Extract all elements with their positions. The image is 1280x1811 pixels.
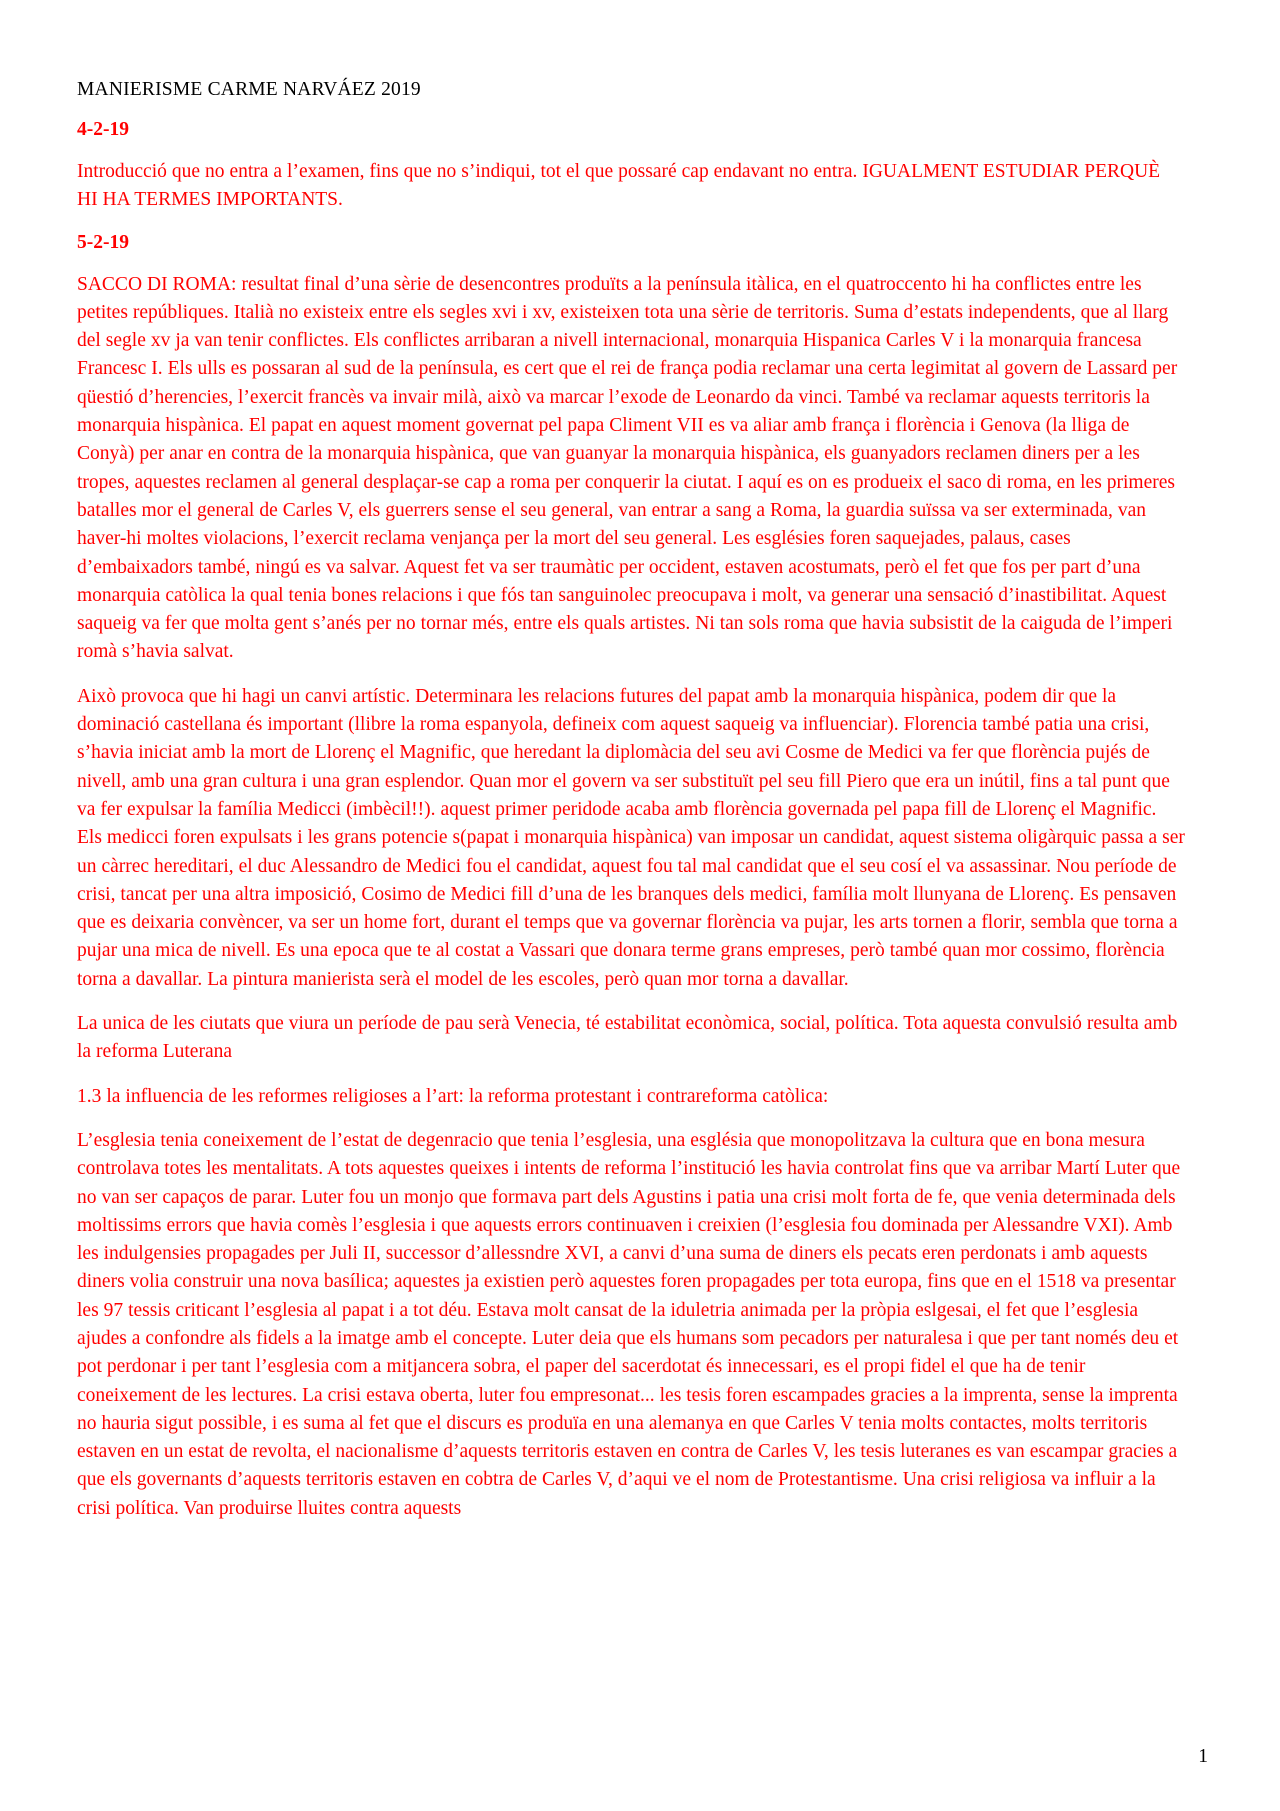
intro-paragraph: Introducció que no entra a l’examen, fins que no s’indiqui, tot el que possaré cap endavant no entra. IGUALMENT ESTUDIAR PERQUÈ HI HA TERMES IMPORTANTS. — [77, 161, 1161, 211]
paragraph-canvi-artistic: Això provoca que hi hagi un canvi artístic. Determinara les relacions futures del papat amb la monarquia hispànica, podem dir que la dominació castellana és important (llibre la roma espanyola, defineix com aquest saqueig va influenciar). Florencia també patia una crisi, s’havia iniciat amb la mort de Llorenç el Magnific, que heredant la diplomàcia del seu avi Cosme de Medici va fer que florència pujés de nivell, amb una gran cultura i una gran esplendor. Quan mor el govern va ser substituït pel seu fill Piero que era un inútil, fins a tal punt que va fer expulsar la família Medicci (imbècil!!). aquest primer peridode acaba amb florència governada pel papa fill de Llorenç el Magnific. Els medicci foren expulsats i les grans potencie s(papat i monarquia hispànica) van imposar un candidat, aquest sistema oligàrquic passa a ser un càrrec hereditari, el duc Alessandro de Medici fou el candidat, aquest fou tal mal candidat que el seu cosí el va assassinar. Nou període de crisi, tancat per una altra imposició, Cosimo de Medici fill d’una de les branques dels medici, família molt llunyana de Llorenç. Es pensaven que es deixaria convèncer, va ser un home fort, durant el temps que va governar florència va pujar, les arts tornen a florir, sembla que torna a pujar una mica de nivell. Es una epoca que te al costat a Vassari que donara terme grans empreses, però també quan mor cossimo, florència torna a davallar. La pintura manierista serà el model de les escoles, però quan mor torna a davallar. — [77, 685, 1185, 990]
document-page — [77, 78, 1185, 1539]
document-title: MANIERISME CARME NARVÁEZ 2019 — [77, 79, 421, 100]
date-heading-5-2-19: 5-2-19 — [77, 231, 129, 253]
paragraph-venecia: La unica de les ciutats que viura un període de pau serà Venecia, té estabilitat econòmica, social, política. Tota aquesta convulsió resulta amb la reforma Luterana — [77, 1013, 1178, 1063]
paragraph-sacco-di-roma: SACCO DI ROMA: resultat final d’una sèrie de desencontres produïts a la península itàlica, en el quatroccento hi ha conflictes entre les petites repúbliques. Italià no existeix entre els segles xvi i xv, existeixen tota una sèrie de territoris. Suma d’estats independents, que al llarg del segle xv ja van tenir conflictes. Els conflictes arribaran a nivell internacional, monarquia Hispanica Carles V i la monarquia francesa Francesc I. Els ulls es possaran al sud de la península, es cert que el rei de frança podia reclamar una certa legimitat al govern de Lassard per qüestió d’herencies, l’exercit francès va invair milà, això va marcar l’exode de Leonardo da vinci. També va reclamar aquests territoris la monarquia hispànica. El papat en aquest moment governat pel papa Climent VII es va aliar amb frança i florència i Genova (la lliga de Conyà) per anar en contra de la monarquia hispànica, que van guanyar la monarquia hispànica, els guanyadors reclamen diners per a les tropes, aquestes reclamen al general desplaçar-se cap a roma per conquerir la ciutat. I aquí es on es produeix el saco di roma, en les primeres batalles mor el general de Carles V, els guerrers sense el seu general, van entrar a sang a Roma, la guardia suïssa va ser exterminada, van haver-hi moltes violacions, l’exercit reclama venjança per la mort del seu general. Les esglésies foren saquejades, palaus, cases d’embaixadors també, ningú es va salvar. Aquest fet va ser traumàtic per occident, estaven acostumats, però el fet que fos per part d’una monarquia catòlica la qual tenia bones relacions i que fós tan sanguinolec preocupava i molt, va generar una sensació d’inastibilitat. Aquest saqueig va fer que molta gent s’anés per no tornar més, entre els quals artistes. Ni tan sols roma que havia subsistit de la caiguda de l’imperi romà s’havia salvat. — [77, 273, 1178, 663]
paragraph-reforma-luterana: L’esglesia tenia coneixement de l’estat de degenracio que tenia l’esglesia, una església que monopolitzava la cultura que en bona mesura controlava totes les mentalitats. A tots aquestes queixes i intents de reforma l’institució les havia controlat fins que va arribar Martí Luter que no van ser capaços de parar. Luter fou un monjo que formava part dels Agustins i patia una crisi molt forta de fe, que venia determinada dels moltissims errors que havia comès l’esglesia i que aquests errors continuaven i creixien (l’esglesia fou dominada per Alessandre VXI). Amb les indulgensies propagades per Juli II, successor d’allessndre XVI, a canvi d’una suma de diners els pecats eren perdonats i amb aquests diners volia construir una nova basílica; aquestes ja existien però aquestes foren propagades per tota europa, fins que en el 1518 va presentar les 97 tessis criticant l’esglesia al papat i a tot déu. Estava molt cansat de la iduletria animada per la pròpia eslgesai, el fet que l’esglesia ajudes a confondre als fidels a la imatge amb el concepte. Luter deia que els humans som pecadors per naturalesa i que per tant només deu et pot perdonar i per tant l’esglesia com a mitjancera sobra, el paper del sacerdotat és innecessari, es el propi fidel el que ha de tenir coneixement de les lectures. La crisi estava oberta, luter fou empresonat... les tesis foren escampades gracies a la imprenta, sense la imprenta no hauria sigut possible, i es suma al fet que el discurs es produïa en una alemanya en que Carles V tenia molts contactes, molts territoris estaven en un estat de revolta, el nacionalisme d’aquests territoris estaven en contra de Carles V, les tesis luteranes es van escampar gracies a que els governants d’aquests territoris estaven en cobtra de Carles V, d’aqui ve el nom de Protestantisme. Una crisi religiosa va influir a la crisi política. Van produirse lluites contra aquests — [77, 1129, 1181, 1519]
page-number: 1 — [1198, 1746, 1208, 1767]
section-heading-1-3: 1.3 la influencia de les reformes religioses a l’art: la reforma protestant i contrareforma catòlica: — [77, 1085, 829, 1107]
date-heading-4-2-19: 4-2-19 — [77, 119, 129, 140]
